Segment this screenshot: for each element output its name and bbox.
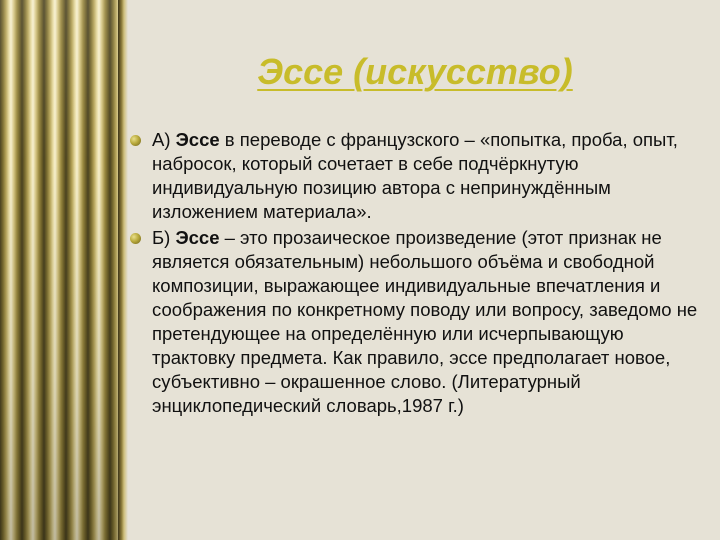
bullet-prefix: Б)	[152, 227, 176, 248]
gold-ball-bullet-icon	[130, 135, 141, 146]
decorative-gold-column	[0, 0, 120, 540]
bullet-text: – это прозаическое произведение (этот признак не является обязательным) небольшого объёма и свободной композиции, выражающее индивидуальные впечатления и соображения по конкретному поводу или вопросу, заведомо не претендующее на определённую или исчерпывающую трактовку предмета. Как правило, эссе предполагает новое, субъективно – окрашенное слово. (Литературный энциклопедический словарь,1987 г.)	[152, 227, 698, 416]
bullet-prefix: А)	[152, 129, 176, 150]
bullet-list	[128, 128, 700, 420]
bullet-term: Эссе	[175, 129, 220, 150]
bullet-item-b	[128, 226, 700, 418]
slide-title: Эссе (искусство)	[257, 51, 573, 92]
bullet-term: Эссе	[175, 227, 220, 248]
column-edge-shadow	[118, 0, 128, 540]
bullet-text: в переводе с французского – «попытка, проба, опыт, набросок, который сочетает в себе подчёркнутую индивидуальную позицию автора с непринуждённым изложением материала».	[152, 129, 678, 222]
gold-ball-bullet-icon	[130, 233, 141, 244]
bullet-item-a	[128, 128, 700, 224]
